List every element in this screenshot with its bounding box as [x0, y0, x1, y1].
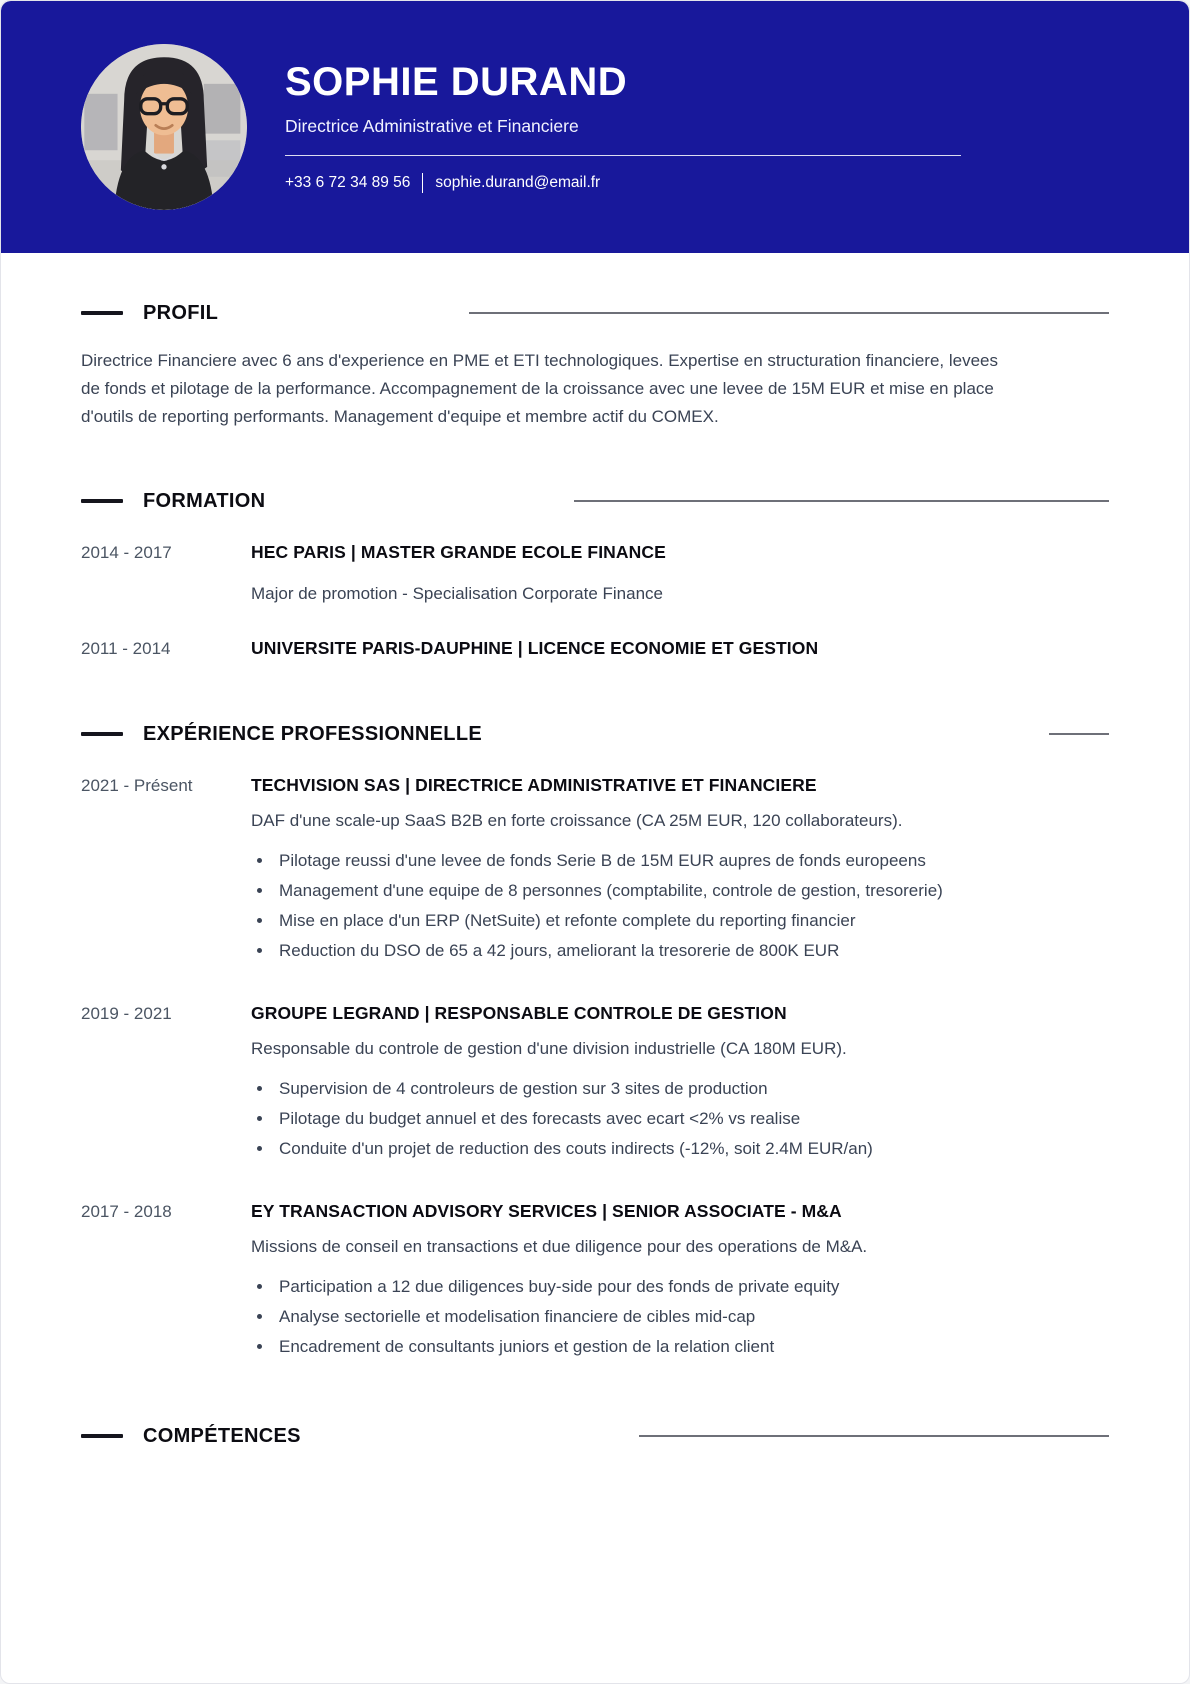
- entry-dates: 2014 - 2017: [81, 543, 172, 562]
- header-divider: [285, 155, 961, 156]
- bullet-text: Supervision de 4 controleurs de gestion sur 3 sites de production: [279, 1079, 768, 1098]
- bullet-text: Conduite d'un projet de reduction des couts indirects (-12%, soit 2.4M EUR/an): [279, 1139, 873, 1158]
- bullet-icon: [257, 1284, 262, 1289]
- formation-entries: [81, 539, 1109, 662]
- email-address: sophie.durand@email.fr: [435, 174, 601, 191]
- bullet-text: Reduction du DSO de 65 a 42 jours, ameliorant la tresorerie de 800K EUR: [279, 941, 840, 960]
- bullet-item: [251, 846, 1109, 876]
- experience-entry: [81, 1000, 1109, 1164]
- entry-title: HEC PARIS | MASTER GRANDE ECOLE FINANCE: [251, 542, 666, 562]
- section-dash-icon: [81, 499, 123, 503]
- entry-subtitle: Major de promotion - Specialisation Corporate Finance: [251, 584, 663, 603]
- bullet-list: [251, 1272, 1109, 1362]
- formation-entry: [81, 635, 1109, 662]
- entry-dates: 2017 - 2018: [81, 1202, 172, 1221]
- section-title-experience: EXPÉRIENCE PROFESSIONNELLE: [143, 722, 482, 745]
- bullet-icon: [257, 858, 262, 863]
- portrait-illustration: [81, 44, 247, 210]
- section-dash-icon: [81, 1434, 123, 1438]
- entry-title: UNIVERSITE PARIS-DAUPHINE | LICENCE ECONOMIE ET GESTION: [251, 638, 819, 658]
- bullet-item: [251, 906, 1109, 936]
- section-header-formation: [81, 489, 1109, 513]
- section-rule: [469, 312, 1109, 314]
- bullet-icon: [257, 1116, 262, 1121]
- bullet-list: [251, 1074, 1109, 1164]
- entry-dates: 2021 - Présent: [81, 776, 193, 795]
- section-title-profil: PROFIL: [143, 301, 219, 324]
- bullet-text: Encadrement de consultants juniors et gestion de la relation client: [279, 1337, 775, 1356]
- bullet-text: Pilotage reussi d'une levee de fonds Serie B de 15M EUR aupres de fonds europeens: [279, 851, 926, 870]
- section-dash-icon: [81, 732, 123, 736]
- section-rule: [1049, 733, 1109, 735]
- entry-content: [251, 772, 1109, 966]
- header-info: [285, 61, 961, 193]
- section-header-experience: [81, 722, 1109, 746]
- formation-entry: [81, 539, 1109, 607]
- entry-content: [251, 635, 1109, 661]
- entry-content: [251, 1198, 1109, 1362]
- entry-content: [251, 539, 1109, 607]
- entry-dates: 2019 - 2021: [81, 1004, 172, 1023]
- bullet-item: [251, 1272, 1109, 1302]
- experience-entry: [81, 772, 1109, 966]
- entry-content: [251, 1000, 1109, 1164]
- entry-title: TECHVISION SAS | DIRECTRICE ADMINISTRATIVE ET FINANCIERE: [251, 775, 817, 795]
- section-rule: [574, 500, 1109, 502]
- bullet-icon: [257, 1146, 262, 1151]
- bullet-item: [251, 876, 1109, 906]
- bullet-list: [251, 846, 1109, 966]
- bullet-text: Analyse sectorielle et modelisation financiere de cibles mid-cap: [279, 1307, 756, 1326]
- section-header-competences: [81, 1424, 1109, 1448]
- job-title: Directrice Administrative et Financiere: [285, 116, 579, 136]
- bullet-icon: [257, 1086, 262, 1091]
- bullet-item: [251, 1104, 1109, 1134]
- person-name: SOPHIE DURAND: [285, 60, 628, 104]
- bullet-item: [251, 1332, 1109, 1362]
- bullet-icon: [257, 1344, 262, 1349]
- entry-summary: Responsable du controle de gestion d'une division industrielle (CA 180M EUR).: [251, 1039, 847, 1058]
- entry-dates: 2011 - 2014: [81, 639, 171, 658]
- bullet-icon: [257, 948, 262, 953]
- section-title-competences: COMPÉTENCES: [143, 1424, 301, 1447]
- contact-row: [285, 173, 961, 193]
- bullet-item: [251, 936, 1109, 966]
- entry-title: EY TRANSACTION ADVISORY SERVICES | SENIOR ASSOCIATE - M&A: [251, 1201, 842, 1221]
- section-dash-icon: [81, 311, 123, 315]
- bullet-icon: [257, 888, 262, 893]
- bullet-item: [251, 1302, 1109, 1332]
- bullet-text: Participation a 12 due diligences buy-side pour des fonds de private equity: [279, 1277, 840, 1296]
- bullet-icon: [257, 1314, 262, 1319]
- entry-summary: DAF d'une scale-up SaaS B2B en forte croissance (CA 25M EUR, 120 collaborateurs).: [251, 811, 903, 830]
- section-title-formation: FORMATION: [143, 489, 266, 512]
- section-header-profil: [81, 301, 1109, 325]
- entry-summary: Missions de conseil en transactions et due diligence pour des operations de M&A.: [251, 1237, 868, 1256]
- bullet-icon: [257, 918, 262, 923]
- entry-title: GROUPE LEGRAND | RESPONSABLE CONTROLE DE GESTION: [251, 1003, 787, 1023]
- bullet-text: Management d'une equipe de 8 personnes (comptabilite, controle de gestion, tresorerie): [279, 881, 943, 900]
- header: [1, 1, 1189, 253]
- profile-photo: [81, 44, 247, 210]
- profil-text: Directrice Financiere avec 6 ans d'experience en PME et ETI technologiques. Expertise en structuration financiere, levees de fonds et pilotage de la performance. Accompagnement de la croissance avec une levee de 15M EUR et mise en place d'outils de reporting performants. Management d'equipe et membre actif du COMEX.: [81, 351, 998, 426]
- experience-entry: [81, 1198, 1109, 1362]
- phone-number: +33 6 72 34 89 56: [285, 174, 411, 191]
- bullet-text: Pilotage du budget annuel et des forecasts avec ecart <2% vs realise: [279, 1109, 801, 1128]
- experience-entries: [81, 772, 1109, 1362]
- section-rule: [639, 1435, 1109, 1437]
- contact-separator: [422, 173, 423, 193]
- bullet-item: [251, 1074, 1109, 1104]
- bullet-text: Mise en place d'un ERP (NetSuite) et refonte complete du reporting financier: [279, 911, 856, 930]
- resume-body: [1, 253, 1189, 1448]
- bullet-item: [251, 1134, 1109, 1164]
